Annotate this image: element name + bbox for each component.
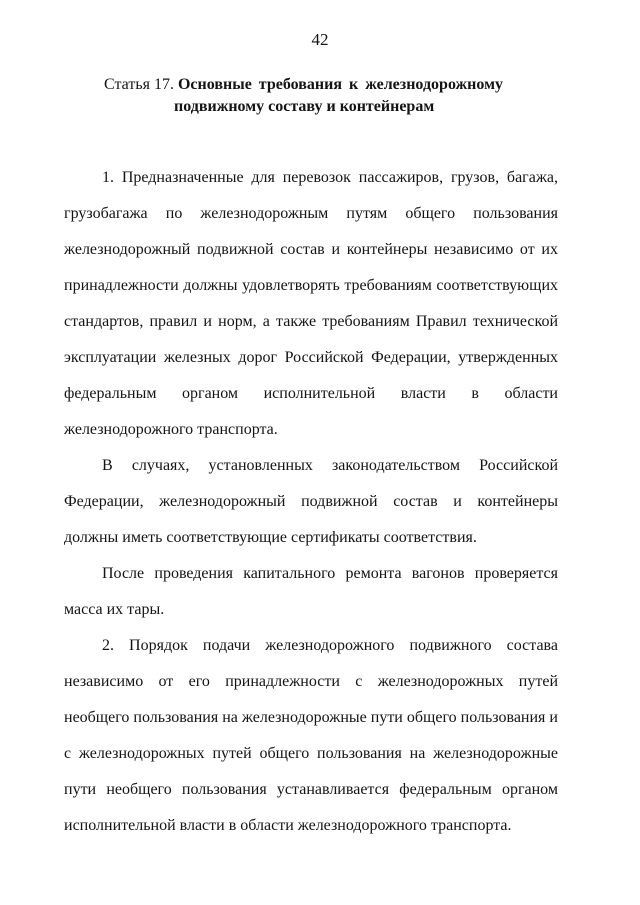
paragraph-2: В случаях, установленных законодательством Российской Федерации, железнодорожный подвижной состав и контейнеры должны иметь соответствующие сертификаты соответствия. <box>64 457 558 546</box>
paragraph-3: После проведения капитального ремонта вагонов проверяется масса их тары. <box>64 565 558 618</box>
article-title-line2: подвижному составу и контейнерам <box>174 98 435 115</box>
page-number: 42 <box>311 30 329 49</box>
article-title-line1: Основные требования к железнодорожному <box>177 76 503 93</box>
paragraph-1: 1. Предназначенные для перевозок пассажиров, грузов, багажа, грузобагажа по железнодорожным путям общего пользования железнодорожный подвижной состав и контейнеры независимо от их принадлежности должны удовлетворять требованиям соответствующих стандартов, правил и норм, а также требованиям Правил технической эксплуатации железных дорог Российской Федерации, утвержденных федеральным органом исполнительной власти в области железнодорожного транспорта. <box>64 169 558 438</box>
article-label: Статья 17. <box>104 76 174 93</box>
article-heading <box>104 74 574 118</box>
article-body <box>64 160 558 844</box>
paragraph-4: 2. Порядок подачи железнодорожного подвижного состава независимо от его принадлежности с железнодорожных путей необщего пользования на железнодорожные пути общего пользования и с железнодорожных путей общего пользования на железнодорожные пути необщего пользования устанавливается федеральным органом исполнительной власти в области железнодорожного транспорта. <box>64 637 558 834</box>
